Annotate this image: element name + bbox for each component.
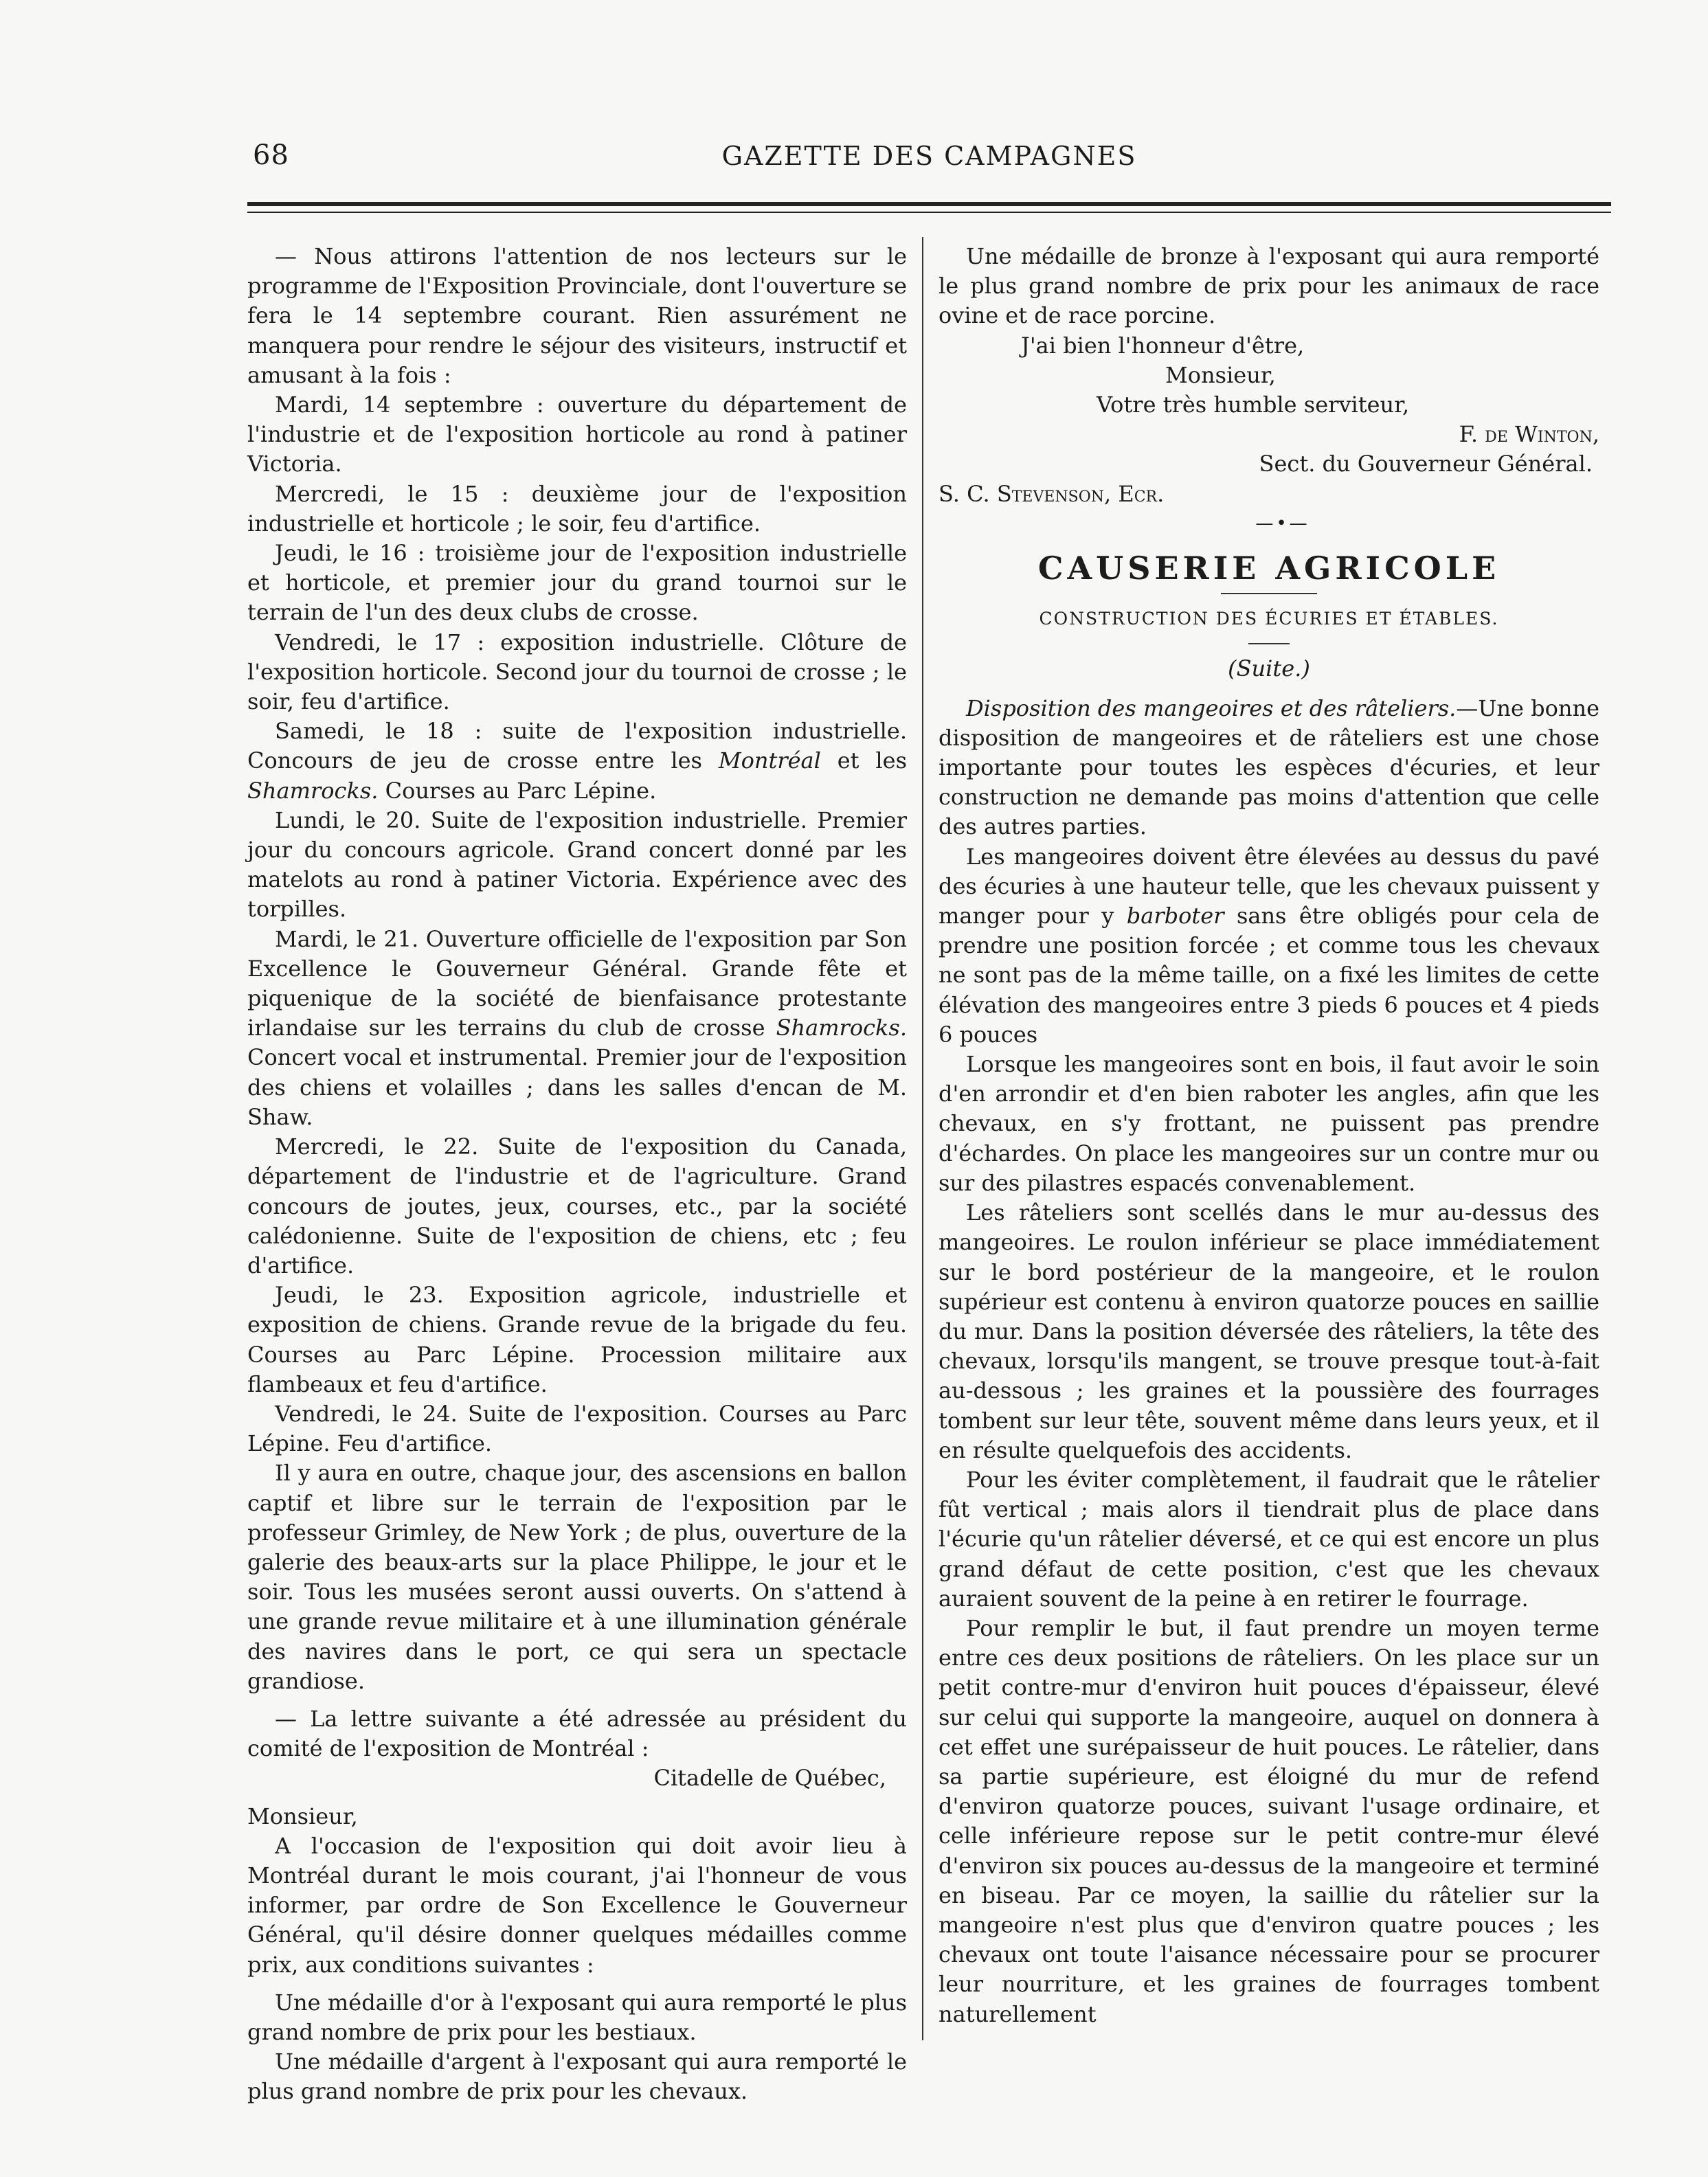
paragraph-mercredi-15: Mercredi, le 15 : deuxième jour de l'exposition industrielle et horticole ; le soir, feu d'artifice. bbox=[247, 480, 907, 537]
paragraph-jeudi-16: Jeudi, le 16 : troisième jour de l'exposition industrielle et horticole, et premier jour du grand tournoi sur le terrain de l'un des deux clubs de crosse. bbox=[247, 540, 907, 626]
subtitle-rule bbox=[1248, 643, 1290, 644]
term-barboter: barboter bbox=[1126, 903, 1224, 929]
letter-paragraph-occasion: A l'occasion de l'exposition qui doit avoir lieu à Montréal durant le mois courant, j'ai l'honneur de vous informer, par ordre de Son Excellence le Gouverneur Général, qu'il désire donner quelques médailles comme prix, aux conditions suivantes : bbox=[247, 1832, 907, 1978]
letter-place: Citadelle de Québec, bbox=[653, 1765, 886, 1792]
page-number: 68 bbox=[253, 139, 289, 171]
header-rule-thin bbox=[247, 212, 1611, 213]
samedi-text-mid: et les bbox=[837, 747, 907, 774]
paragraph-vendredi-17: Vendredi, le 17 : exposition industrielle. Clôture de l'exposition horticole. Second jour du tournoi de crosse ; le soir, feu d'artifice. bbox=[247, 629, 907, 715]
letter-paragraph-medaille-argent: Une médaille d'argent à l'exposant qui aura remporté le plus grand nombre de prix pour les chevaux. bbox=[247, 2049, 907, 2105]
mardi21-text-after: Concert vocal et instrumental. Premier jour de l'exposition des chiens et volailles ; dans les salles d'encan de M. Shaw. bbox=[247, 1044, 907, 1130]
signature-name: F. de Winton, bbox=[1459, 421, 1599, 448]
running-title: GAZETTE DES CAMPAGNES bbox=[721, 141, 1137, 171]
paragraph-vendredi-24: Vendredi, le 24. Suite de l'exposition. Courses au Parc Lépine. Feu d'artifice. bbox=[247, 1400, 907, 1457]
paragraph-lettre-intro: — La lettre suivante a été adressée au président du comité de l'exposition de Montréal : bbox=[247, 1705, 907, 1762]
paragraph-eviter: Pour les éviter complètement, il faudrait que le râtelier fût vertical ; mais alors il tiendrait plus de place dans l'écurie qu'un râtelier déversé, et ce qui est encore un plus grand défaut de cette position, c'est que les chevaux auraient souvent de la peine à en retirer le fourrage. bbox=[939, 1466, 1599, 1612]
paragraph-disposition-text: —Une bonne disposition de mangeoires et de râteliers est une chose importante pour toutes les espèces d'écuries, et leur construction ne demande pas moins d'attention que celle des autres parties. bbox=[939, 695, 1600, 840]
team-shamrocks: Shamrocks. bbox=[247, 777, 379, 804]
letter-closing-1: J'ai bien l'honneur d'être, bbox=[1021, 332, 1305, 359]
paragraph-jeudi-23: Jeudi, le 23. Exposition agricole, industrielle et exposition de chiens. Grande revue de la brigade du feu. Courses au Parc Lépine. Procession militaire aux flambeaux et feu d'artifice. bbox=[247, 1282, 907, 1397]
left-column bbox=[247, 242, 907, 2107]
right-column bbox=[939, 242, 1599, 2029]
paragraph-mercredi-22: Mercredi, le 22. Suite de l'exposition du Canada, département de l'industrie et de l'agriculture. Grand concours de joutes, jeux, courses, etc., par la société calédonienne. Suite de l'exposition de chiens, etc ; feu d'artifice. bbox=[247, 1133, 907, 1278]
paragraph-mardi-21 bbox=[247, 925, 907, 1132]
column-divider bbox=[922, 237, 923, 2040]
letter-salutation: Monsieur, bbox=[247, 1803, 358, 1829]
paragraph-lundi-20: Lundi, le 20. Suite de l'exposition industrielle. Premier jour du concours agricole. Grand concert donné par les matelots au rond à patiner Victoria. Expérience avec des torpilles. bbox=[247, 806, 907, 923]
section-title: CAUSERIE AGRICOLE bbox=[1037, 550, 1501, 587]
letter-closing-3: Votre très humble serviteur, bbox=[1097, 392, 1410, 418]
paragraph-mardi-14: Mardi, 14 septembre : ouverture du département de l'industrie et de l'exposition horticole au rond à patiner Victoria. bbox=[247, 392, 907, 477]
header-rule-thick bbox=[247, 202, 1611, 206]
section-separator: —•— bbox=[1255, 512, 1310, 534]
paragraph-lead-italic: Disposition des mangeoires et des râteliers. bbox=[966, 695, 1457, 721]
letter-addressee: S. C. Stevenson, Ecr. bbox=[939, 480, 1165, 507]
signature-title: Sect. du Gouverneur Général. bbox=[1259, 451, 1593, 477]
letter-paragraph-medaille-bronze: Une médaille de bronze à l'exposant qui aura remporté le plus grand nombre de prix pour les animaux de race ovine et de race porcine. bbox=[939, 243, 1599, 329]
samedi-text-before: Samedi, le 18 : suite de l'exposition industrielle. Concours de jeu de crosse entre les bbox=[247, 718, 907, 774]
mangeoires-text-before: Les mangeoires doivent être élevées au dessus du pavé des écuries à une hauteur telle, que les chevaux puissent y manger pour y bbox=[939, 843, 1599, 929]
paragraph-announcement: — Nous attirons l'attention de nos lecteurs sur le programme de l'Exposition Provinciale, dont l'ouverture se fera le 14 septembre courant. Rien assurément ne manquera pour rendre le séjour des visiteurs, instructif et amusant à la fois : bbox=[247, 243, 907, 388]
paragraph-remplir-but: Pour remplir le but, il faut prendre un moyen terme entre ces deux positions de râteliers. On les place sur un petit contre-mur d'environ huit pouces d'épaisseur, élevé sur celui qui supporte la mangeoire, auquel on donnera à cet effet une surépaisseur de huit pouces. Le râtelier, dans sa partie supérieure, est éloigné du mur de refend d'environ quatorze pouces, suivant l'usage ordinaire, et celle inférieure repose sur le petit contre-mur élevé d'environ six pouces au-dessus de la mangeoire et terminé en biseau. Par ce moyen, la saillie du râtelier sur la mangeoire n'est plus que d'environ quatre pouces ; les chevaux ont toute l'aisance nécessaire pour se procurer leur nourriture, et les graines de fourrages tombent naturellement bbox=[939, 1614, 1599, 2027]
samedi-text-after: Courses au Parc Lépine. bbox=[385, 777, 657, 804]
mangeoires-text-after: sans être obligés pour cela de prendre une position forcée ; et comme tous les chevaux ne sont pas de la même taille, on a fixé les limites de cette élévation des mangeoires entre 3 pieds 6 pouces et 4 pieds 6 pouces bbox=[939, 903, 1599, 1048]
section-suite: (Suite.) bbox=[1228, 655, 1310, 682]
paragraph-rateliers: Les râteliers sont scellés dans le mur au-dessus des mangeoires. Le roulon inférieur se place immédiatement sur le bord postérieur de la mangeoire, et le roulon supérieur est contenu à environ quatorze pouces en saillie du mur. Dans la position déversée des râteliers, la tête des chevaux, lorsqu'ils mangent, se trouve presque tout-à-fait au-dessous ; les graines et la poussière des fourrages tombent sur leur tête, souvent même dans leurs yeux, et il en résulte quelquefois des accidents. bbox=[939, 1199, 1599, 1463]
section-subtitle: CONSTRUCTION DES ÉCURIES ET ÉTABLES. bbox=[1039, 609, 1499, 629]
paragraph-disposition bbox=[939, 694, 1599, 842]
letter-paragraph-medaille-or: Une médaille d'or à l'exposant qui aura remporté le plus grand nombre de prix pour les bestiaux. bbox=[247, 1989, 907, 2045]
paragraph-mangeoires-hauteur bbox=[939, 842, 1599, 1050]
paragraph-mangeoires-bois: Lorsque les mangeoires sont en bois, il faut avoir le soin d'en arrondir et d'en bien raboter les angles, afin que les chevaux, en s'y frottant, ne puissent pas prendre d'échardes. On place les mangeoires sur un contre mur ou sur des pilastres espacés convenablement. bbox=[939, 1051, 1599, 1196]
team-montreal: Montréal bbox=[718, 747, 821, 774]
letter-closing-2: Monsieur, bbox=[1165, 361, 1276, 388]
paragraph-ascensions: Il y aura en outre, chaque jour, des ascensions en ballon captif et libre sur le terrain de l'exposition par le professeur Grimley, de New York ; de plus, ouverture de la galerie des beaux-arts sur la place Philippe, le jour et le soir. Tous les musées seront aussi ouverts. On s'attend à une grande revue militaire et à une illumination générale des navires dans le port, ce qui sera un spectacle grandiose. bbox=[247, 1460, 907, 1694]
paragraph-samedi-18 bbox=[247, 717, 907, 806]
mardi21-text-before: Mardi, le 21. Ouverture officielle de l'exposition par Son Excellence le Gouverneur Général. Grande fête et piquenique de la société de bienfaisance protestante irlandaise sur les terrains du club de crosse bbox=[247, 925, 907, 1041]
team-shamrocks-2: Shamrocks. bbox=[776, 1015, 908, 1041]
section-rule bbox=[1221, 593, 1317, 594]
page-header bbox=[247, 134, 1611, 182]
